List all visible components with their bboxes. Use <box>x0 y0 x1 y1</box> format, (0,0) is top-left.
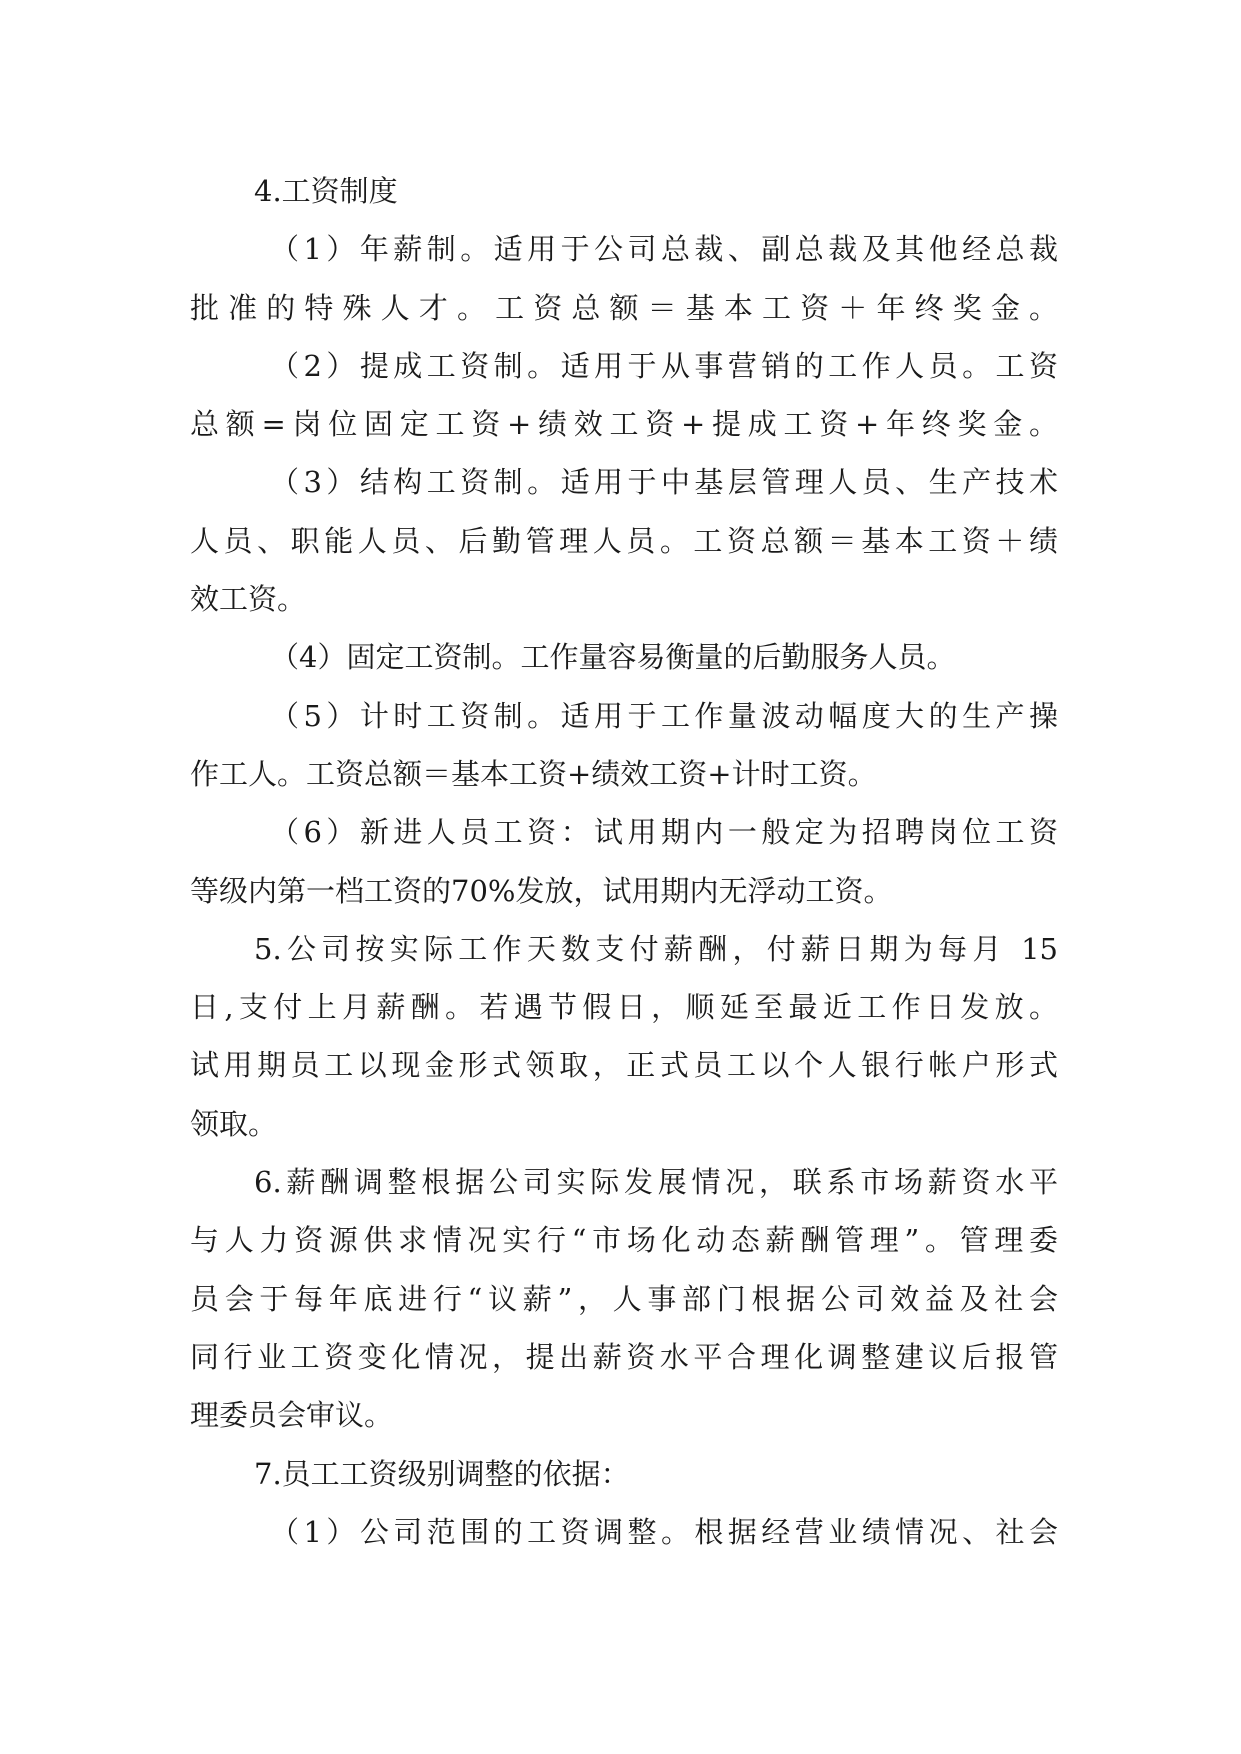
heading-wage-system: 4.工资制度 <box>254 174 398 208</box>
paragraph-line: 作工人。工资总额＝基本工资+绩效工资+计时工资。 <box>190 756 877 791</box>
paragraph-line: 试用期员工以现金形式领取，正式员工以个人银行帐户形式 <box>190 1048 1058 1083</box>
paragraph-line: 人员、职能人员、后勤管理人员。工资总额＝基本工资＋绩 <box>190 523 1058 558</box>
paragraph-line: （5）计时工资制。适用于工作量波动幅度大的生产操 <box>270 698 1058 733</box>
paragraph-line: （6）新进人员工资：试用期内一般定为招聘岗位工资 <box>270 815 1058 850</box>
paragraph-line: 日,支付上月薪酬。若遇节假日，顺延至最近工作日发放。 <box>190 990 1058 1025</box>
paragraph-line: 总额=岗位固定工资+绩效工资+提成工资+年终奖金。 <box>190 407 1058 442</box>
paragraph-line: 6.薪酬调整根据公司实际发展情况，联系市场薪资水平 <box>254 1165 1058 1200</box>
paragraph-line: 员会于每年底进行“议薪”，人事部门根据公司效益及社会 <box>190 1281 1058 1316</box>
paragraph-line: （3）结构工资制。适用于中基层管理人员、生产技术 <box>270 465 1058 500</box>
document-page <box>190 162 1058 1561</box>
paragraph-line: 5.公司按实际工作天数支付薪酬，付薪日期为每月 15 <box>254 931 1058 966</box>
paragraph-line: 批准的特殊人才。工资总额＝基本工资＋年终奖金。 <box>190 290 1058 325</box>
paragraph-line: （1）公司范围的工资调整。根据经营业绩情况、社会 <box>270 1514 1058 1549</box>
paragraph-line: （4）固定工资制。工作量容易衡量的后勤服务人员。 <box>270 640 956 675</box>
paragraph-line: 效工资。 <box>190 582 307 617</box>
heading-grade-adjustment: 7.员工工资级别调整的依据： <box>254 1456 630 1491</box>
paragraph-line: 等级内第一档工资的70%发放，试用期内无浮动工资。 <box>190 873 893 908</box>
paragraph-line: 与人力资源供求情况实行“市场化动态薪酬管理”。管理委 <box>190 1223 1058 1258</box>
paragraph-line: 领取。 <box>190 1106 278 1141</box>
paragraph-line: 同行业工资变化情况，提出薪资水平合理化调整建议后报管 <box>190 1339 1058 1374</box>
paragraph-line: （2）提成工资制。适用于从事营销的工作人员。工资 <box>270 348 1058 383</box>
paragraph-line: 理委员会审议。 <box>190 1398 394 1433</box>
paragraph-line: （1）年薪制。适用于公司总裁、副总裁及其他经总裁 <box>270 232 1058 267</box>
